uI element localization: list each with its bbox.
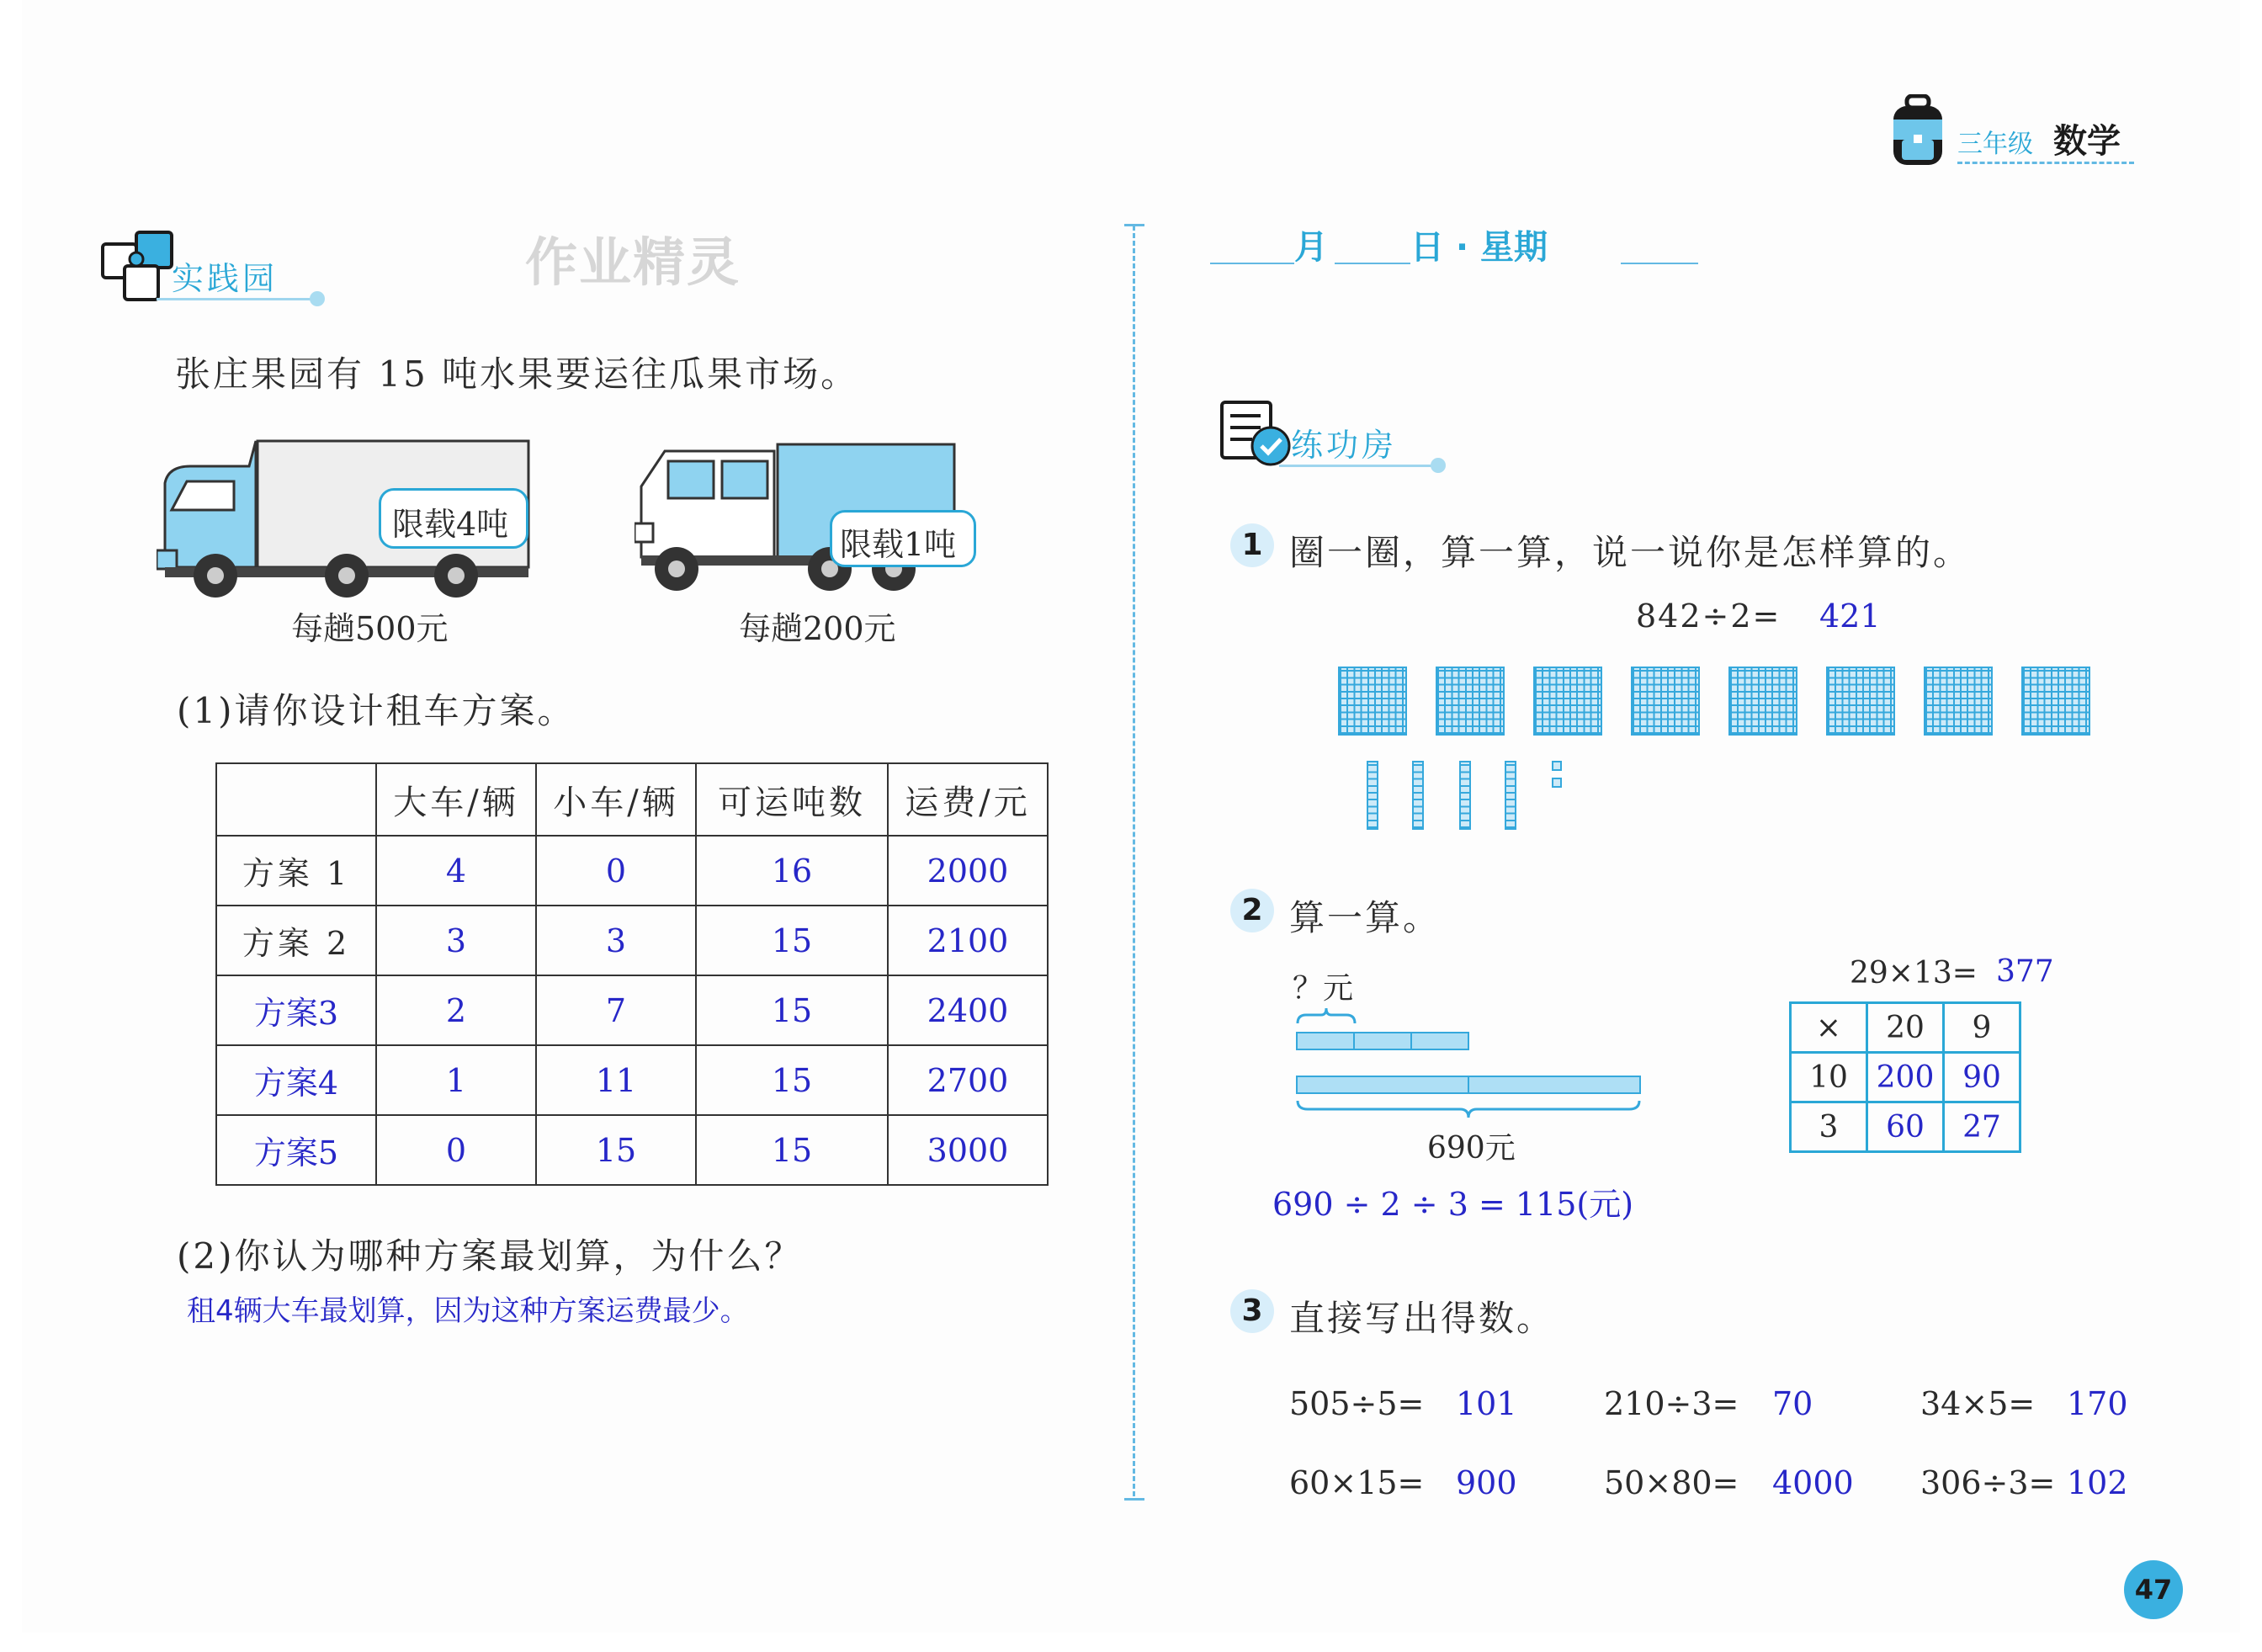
hundred-block [1338, 667, 1407, 736]
grid-cell: 60 [1867, 1102, 1944, 1152]
hundred-block [2021, 667, 2090, 736]
mental-math-answer: 4000 [1772, 1464, 1854, 1501]
mental-math-expression: 505÷5= [1289, 1385, 1425, 1422]
grid-cell: 10 [1791, 1053, 1867, 1102]
table-row [216, 975, 1048, 1045]
practice-section-title: 实践园 [172, 260, 279, 297]
short-bar-segment [1410, 1032, 1469, 1050]
grid-cell: 3 [1791, 1102, 1867, 1152]
divider-cap-bottom [1124, 1498, 1144, 1501]
unknown-price-label: ？元 [1293, 971, 1354, 1006]
table-header-cell: 运费/元 [888, 763, 1048, 836]
drill-section-line [1279, 465, 1434, 467]
hundred-block [1631, 667, 1700, 736]
total-price-label: 690元 [1427, 1131, 1516, 1166]
rental-plan-table [215, 762, 1049, 1186]
table-cell: 方案5 [216, 1115, 376, 1185]
table-row [1791, 1053, 2020, 1102]
table-row [216, 906, 1048, 975]
table-cell: 3 [536, 906, 696, 975]
mental-math-answer: 170 [2067, 1385, 2128, 1422]
right-question-2-text: 算一算。 [1289, 897, 1442, 938]
multiplication-expression: 29×13= [1850, 956, 1978, 991]
grade-label: 三年级 [1957, 130, 2033, 159]
table-cell: 方案 2 [216, 906, 376, 975]
table-header-row [216, 763, 1048, 836]
mental-math-expression: 210÷3= [1604, 1385, 1739, 1422]
mental-math-answer: 101 [1456, 1385, 1517, 1422]
table-header-cell: 小车/辆 [536, 763, 696, 836]
grid-cell: 27 [1944, 1102, 2020, 1152]
mental-math-expression: 306÷3= [1920, 1464, 2056, 1501]
table-cell: 2000 [888, 836, 1048, 906]
grid-cell: × [1791, 1003, 1867, 1053]
unit-cube [1552, 778, 1562, 788]
mental-math-expression: 60×15= [1289, 1464, 1425, 1501]
checklist-icon [1219, 399, 1299, 468]
multiplication-grid [1789, 1001, 2021, 1153]
table-row [1791, 1102, 2020, 1152]
short-bar-segment [1353, 1032, 1412, 1050]
practice-section-line [157, 298, 313, 300]
mental-math-expression: 34×5= [1920, 1385, 2036, 1422]
table-cell: 方案 1 [216, 836, 376, 906]
multiplication-answer: 377 [1996, 954, 2054, 989]
question-number-2: 2 [1230, 889, 1274, 932]
drill-section-title: 练功房 [1291, 427, 1398, 464]
small-truck-limit-text: 限载1吨 [840, 526, 957, 563]
table-cell: 2 [376, 975, 536, 1045]
date-blank-2 [1335, 263, 1410, 264]
header-underline [1957, 162, 2134, 164]
left-question-2: (2)你认为哪种方案最划算，为什么？ [177, 1235, 803, 1277]
table-cell: 方案3 [216, 975, 376, 1045]
grid-cell: 9 [1944, 1003, 2020, 1053]
table-cell: 15 [536, 1115, 696, 1185]
date-month-label: 月 [1294, 228, 1328, 267]
grid-cell: 90 [1944, 1053, 2020, 1102]
date-day-label: 日 · 星期 [1410, 228, 1548, 267]
table-cell: 15 [696, 1115, 888, 1185]
question-number-3: 3 [1230, 1289, 1274, 1333]
unit-cube [1552, 761, 1562, 771]
page-divider [1133, 226, 1135, 1496]
date-blank-3 [1621, 263, 1698, 264]
left-question-2-answer: 租4辆大车最划算，因为这种方案运费最少。 [187, 1294, 749, 1328]
table-cell: 1 [376, 1045, 536, 1115]
table-row [1791, 1003, 2020, 1053]
table-cell: 15 [696, 975, 888, 1045]
table-cell: 3000 [888, 1115, 1048, 1185]
mental-math-answer: 102 [2067, 1464, 2128, 1501]
table-cell: 15 [696, 1045, 888, 1115]
small-truck-cost: 每趟200元 [739, 610, 896, 647]
table-header-cell [216, 763, 376, 836]
division-answer: 421 [1819, 598, 1881, 635]
grid-cell: 200 [1867, 1053, 1944, 1102]
table-cell: 2400 [888, 975, 1048, 1045]
long-bar-segment [1296, 1076, 1469, 1094]
left-problem-text: 张庄果园有 15 吨水果要运往瓜果市场。 [175, 353, 859, 395]
drill-section-dot [1431, 458, 1446, 473]
left-question-1: (1)请你设计租车方案。 [177, 690, 576, 731]
backpack-icon [1890, 94, 1946, 167]
hundred-block [1826, 667, 1895, 736]
mental-math-expression: 50×80= [1604, 1464, 1739, 1501]
table-header-cell: 可运吨数 [696, 763, 888, 836]
table-cell: 15 [696, 906, 888, 975]
ten-rod [1367, 761, 1378, 830]
ten-rod [1505, 761, 1516, 830]
table-cell: 2100 [888, 906, 1048, 975]
table-cell: 3 [376, 906, 536, 975]
table-cell: 16 [696, 836, 888, 906]
table-row [216, 1045, 1048, 1115]
workbook-page [22, 0, 2240, 1633]
right-question-3-text: 直接写出得数。 [1289, 1298, 1555, 1339]
table-cell: 7 [536, 975, 696, 1045]
short-bar-segment [1296, 1032, 1355, 1050]
mental-math-answer: 900 [1456, 1464, 1517, 1501]
big-truck-cost: 每趟500元 [291, 610, 449, 647]
bar-model-answer: 690 ÷ 2 ÷ 3 = 115(元) [1272, 1186, 1634, 1223]
watermark: 作业精灵 [525, 231, 741, 293]
hundred-block [1436, 667, 1505, 736]
big-truck-limit-text: 限载4吨 [392, 506, 509, 543]
practice-section-dot [310, 291, 325, 306]
mental-math-answer: 70 [1772, 1385, 1813, 1422]
ten-rod [1412, 761, 1424, 830]
puzzle-icon [99, 226, 180, 303]
table-cell: 11 [536, 1045, 696, 1115]
hundred-block [1728, 667, 1797, 736]
brace-top [1296, 1007, 1357, 1025]
ten-rod [1459, 761, 1471, 830]
hundred-block [1924, 667, 1993, 736]
table-header-cell: 大车/辆 [376, 763, 536, 836]
table-row [216, 836, 1048, 906]
brace-bottom [1296, 1099, 1641, 1119]
table-cell: 0 [536, 836, 696, 906]
right-question-1-text: 圈一圈，算一算，说一说你是怎样算的。 [1289, 532, 1972, 573]
subject-label: 数学 [2053, 122, 2121, 161]
table-cell: 4 [376, 836, 536, 906]
hundred-block [1533, 667, 1602, 736]
date-blank-1 [1210, 263, 1294, 264]
division-expression: 842÷2= [1636, 598, 1781, 635]
question-number-1: 1 [1230, 523, 1274, 567]
page-number: 47 [2124, 1560, 2183, 1619]
table-cell: 2700 [888, 1045, 1048, 1115]
table-cell: 0 [376, 1115, 536, 1185]
table-row [216, 1115, 1048, 1185]
table-cell: 方案4 [216, 1045, 376, 1115]
grid-cell: 20 [1867, 1003, 1944, 1053]
long-bar-segment [1468, 1076, 1641, 1094]
